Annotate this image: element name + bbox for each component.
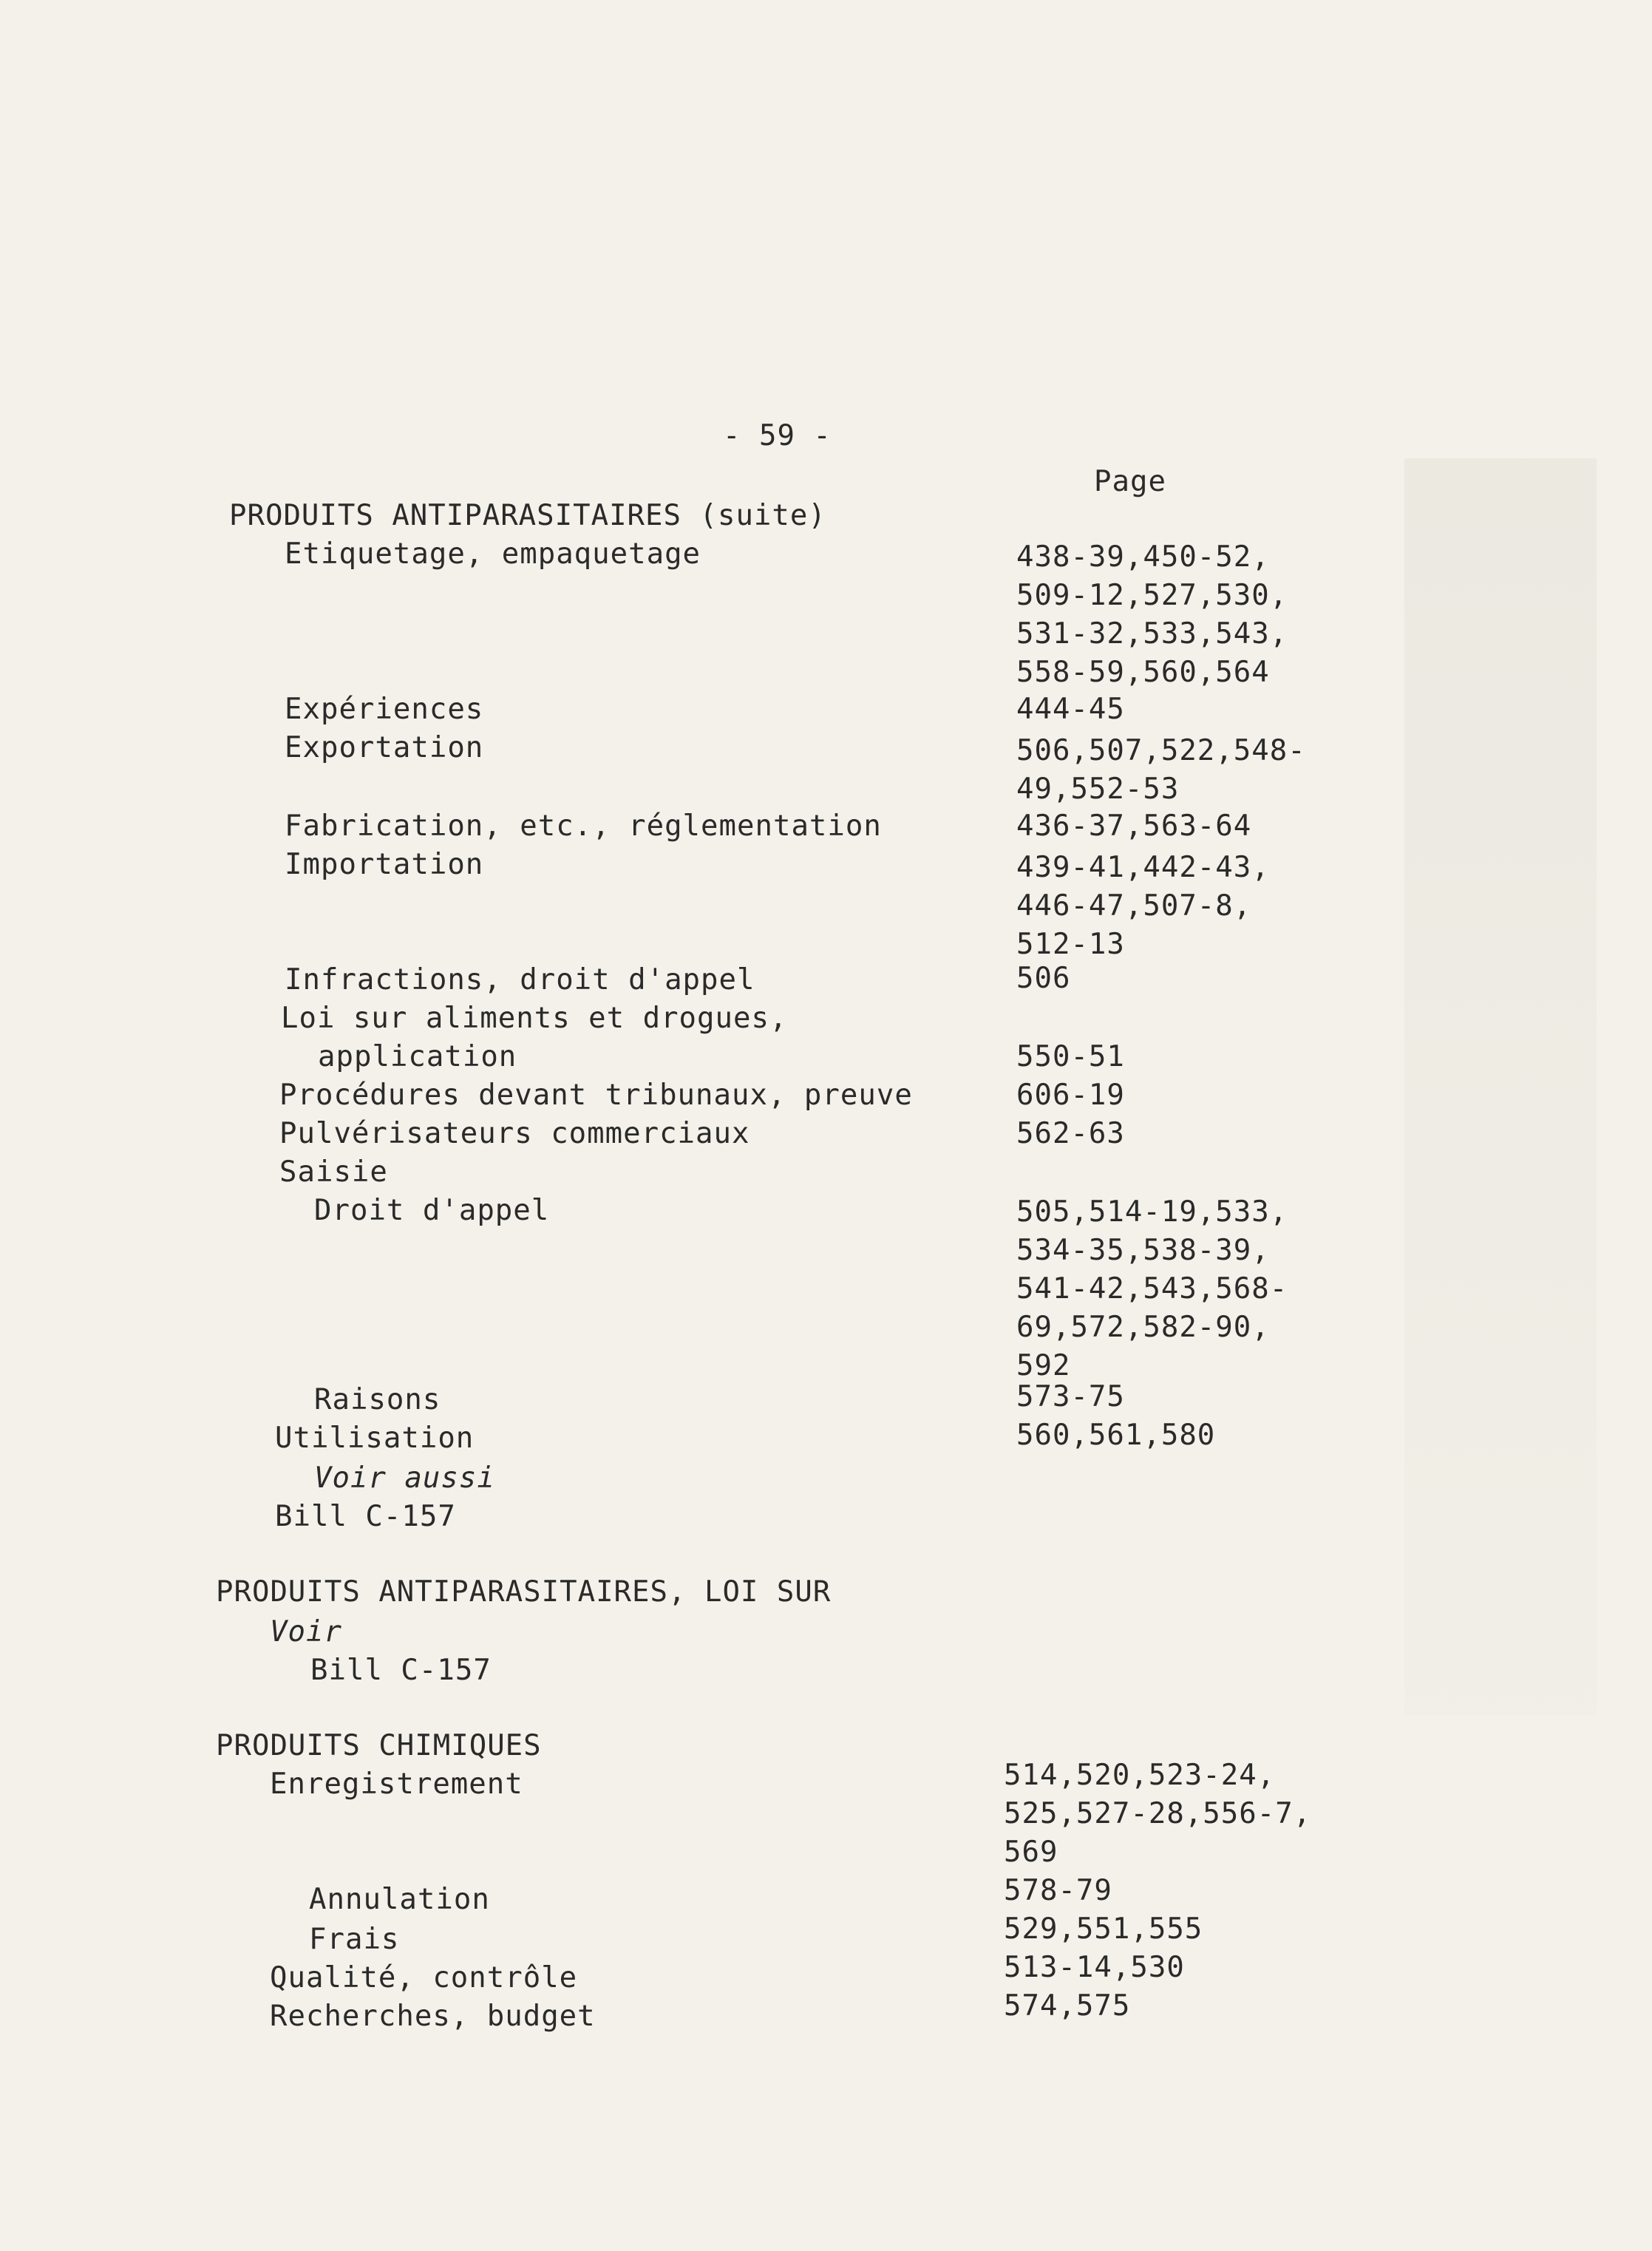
page-column-header: Page xyxy=(1094,465,1166,498)
index-entry: Etiquetage, empaquetage xyxy=(285,537,701,571)
page-refs: 562-63 xyxy=(1016,1117,1125,1150)
page-refs: 514,520,523-24, xyxy=(1004,1759,1276,1792)
index-entry: Exportation xyxy=(285,731,484,764)
index-entry: Pulvérisateurs commerciaux xyxy=(279,1117,750,1150)
page-refs: 529,551,555 xyxy=(1004,1912,1203,1946)
index-entry: Frais xyxy=(309,1923,400,1956)
index-entry: Infractions, droit d'appel xyxy=(285,963,755,997)
page-refs: 592 xyxy=(1016,1349,1071,1382)
page-refs: 550-51 xyxy=(1016,1040,1125,1073)
cross-reference: Voir aussi xyxy=(314,1461,495,1495)
page-refs: 574,575 xyxy=(1004,1989,1131,2023)
page-refs: 49,552-53 xyxy=(1016,773,1180,806)
index-entry: Raisons xyxy=(314,1383,441,1416)
index-heading: PRODUITS ANTIPARASITAIRES (suite) xyxy=(229,499,826,532)
page-refs: 439-41,442-43, xyxy=(1016,851,1270,884)
page-refs: 436-37,563-64 xyxy=(1016,809,1252,843)
page-refs: 578-79 xyxy=(1004,1874,1112,1907)
page-refs: 444-45 xyxy=(1016,693,1125,726)
page-refs: 509-12,527,530, xyxy=(1016,579,1288,612)
index-entry: Fabrication, etc., réglementation xyxy=(285,809,882,843)
index-entry: Enregistrement xyxy=(270,1768,523,1801)
cross-reference: Voir xyxy=(270,1615,342,1649)
index-entry: Loi sur aliments et drogues, xyxy=(281,1002,788,1035)
index-entry: Saisie xyxy=(279,1155,388,1189)
index-entry: Bill C-157 xyxy=(275,1500,456,1533)
index-heading: PRODUITS CHIMIQUES xyxy=(216,1729,542,1762)
index-entry: Annulation xyxy=(309,1883,490,1916)
page-refs: 531-32,533,543, xyxy=(1016,617,1288,651)
page-refs: 446-47,507-8, xyxy=(1016,889,1252,923)
index-entry: Bill C-157 xyxy=(310,1654,492,1687)
page-refs: 505,514-19,533, xyxy=(1016,1195,1288,1229)
page-refs: 513-14,530 xyxy=(1004,1951,1185,1984)
page-refs: 560,561,580 xyxy=(1016,1419,1216,1452)
page-refs: 569 xyxy=(1004,1836,1058,1869)
page-refs: 534-35,538-39, xyxy=(1016,1234,1270,1267)
index-entry: Importation xyxy=(285,848,484,881)
page-refs: 573-75 xyxy=(1016,1380,1125,1413)
page-refs: 558-59,560,564 xyxy=(1016,656,1270,689)
page-refs: 606-19 xyxy=(1016,1079,1125,1112)
page-refs: 541-42,543,568- xyxy=(1016,1272,1288,1306)
bleed-through-shadow xyxy=(1404,458,1597,1715)
index-entry: Qualité, contrôle xyxy=(270,1961,578,1994)
page-refs: 506 xyxy=(1016,962,1071,995)
index-entry: application xyxy=(318,1040,517,1073)
page-refs: 512-13 xyxy=(1016,928,1125,961)
index-entry: Droit d'appel xyxy=(314,1194,550,1227)
index-entry: Recherches, budget xyxy=(270,2000,596,2033)
index-entry: Procédures devant tribunaux, preuve xyxy=(279,1079,913,1112)
page-number: - 59 - xyxy=(723,419,832,452)
page-refs: 438-39,450-52, xyxy=(1016,540,1270,574)
page-refs: 525,527-28,556-7, xyxy=(1004,1797,1312,1830)
page-refs: 69,572,582-90, xyxy=(1016,1311,1270,1344)
page-refs: 506,507,522,548- xyxy=(1016,734,1306,767)
index-heading: PRODUITS ANTIPARASITAIRES, LOI SUR xyxy=(216,1575,832,1609)
index-entry: Expériences xyxy=(285,693,484,726)
index-entry: Utilisation xyxy=(275,1422,475,1455)
